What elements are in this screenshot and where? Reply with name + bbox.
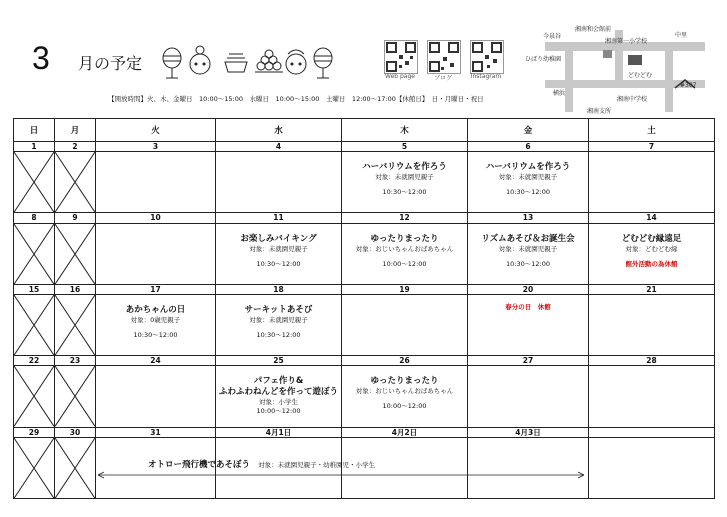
day-cell (342, 223, 468, 284)
day-cell (216, 223, 342, 284)
date-number: 17 (96, 284, 216, 294)
day-cell (55, 152, 96, 213)
event-target: 対象：未就園児親子 (498, 173, 558, 182)
closed-day-cross-icon (14, 224, 54, 284)
map-label: 湘南和会館前 (575, 26, 612, 33)
event (468, 303, 588, 312)
date-number: 20 (468, 284, 589, 294)
event-title: どむどむ縁遠足 (621, 233, 682, 244)
event (216, 376, 341, 416)
span-event-title: オトロー飛行機であそぼう (148, 460, 251, 470)
event (216, 234, 341, 269)
map-label: ひばり幼稚園 (525, 56, 562, 63)
date-number: 9 (55, 213, 96, 223)
closure-note: 館外活動の為休館 (625, 259, 678, 268)
event (468, 234, 588, 269)
date-number: 30 (55, 427, 96, 437)
weekday-header: 金 (468, 119, 589, 142)
day-cell (55, 366, 96, 427)
month-title: 月の予定 (78, 54, 143, 73)
closed-day-cross-icon (14, 438, 54, 498)
date-number: 24 (96, 356, 216, 366)
calendar-table (13, 118, 715, 499)
event (342, 234, 467, 269)
date-number: 22 (14, 356, 55, 366)
event (342, 376, 467, 411)
event-time: 10:00～12:00 (382, 402, 427, 411)
map-label: 中里 (675, 32, 688, 39)
event-title: リズムあそび＆お誕生会 (481, 233, 575, 244)
closed-day-cross-icon (55, 366, 95, 426)
span-event (148, 458, 568, 470)
qr-label-instagram: Instagram (470, 73, 502, 80)
closed-day-cross-icon (55, 224, 95, 284)
date-number (589, 427, 715, 437)
day-cell (14, 366, 55, 427)
span-arrow-icon (96, 471, 586, 479)
day-cell (216, 366, 342, 427)
day-cell (342, 152, 468, 213)
event-time: 10:30～12:00 (382, 188, 427, 197)
date-number: 28 (589, 356, 715, 366)
date-number: 6 (468, 142, 589, 152)
event-time: 10:30～12:00 (506, 259, 550, 268)
event-target: 対象：未就園児親子 (375, 173, 434, 182)
date-number: 2 (55, 142, 96, 152)
day-cell (14, 437, 55, 498)
date-number: 21 (589, 284, 715, 294)
day-cell (55, 223, 96, 284)
date-number: 4 (216, 142, 342, 152)
event-title: パフェ作り& (253, 376, 304, 387)
date-number: 10 (96, 213, 216, 223)
date-number: 18 (216, 284, 342, 294)
event-target: 対象：どむどむ縁 (625, 244, 678, 253)
date-number: 31 (96, 427, 216, 437)
map-label: 湘南第一小学校 (605, 38, 648, 45)
day-cell (589, 437, 715, 498)
span-event-target: 対象：未就園児親子・幼稚園児・小学生 (258, 461, 376, 469)
map-label: 湘南中学校 (617, 96, 648, 103)
event-target: 対象：おじいちゃんおばあちゃん (355, 387, 454, 396)
day-cell (589, 366, 715, 427)
event-target: 対象：未就園児親子 (249, 244, 308, 253)
weekday-header: 月 (55, 119, 96, 142)
event-title: お楽しみバイキング (240, 233, 317, 244)
day-cell (14, 152, 55, 213)
date-number: 15 (14, 284, 55, 294)
day-cell (468, 152, 589, 213)
closure-note: 春分の日 休館 (505, 302, 551, 311)
event-title: ゆったりまったり (370, 233, 439, 244)
event-target: 対象：小学生 (259, 398, 298, 407)
event-title: あかちゃんの日 (125, 304, 186, 315)
day-cell (589, 223, 715, 284)
map-label: どむどむ (628, 72, 653, 79)
day-cell (216, 294, 342, 355)
opening-hours-note: 【開放時間】火、木、金曜日 10:00～15:00 水曜日 10:00～15:00 土曜日 12:00～17:00【休館日】 日・月曜日・祝日 (108, 95, 484, 103)
event-target: 対象：未就園児親子 (498, 244, 558, 253)
map-label: 湘南支所 (587, 108, 612, 115)
closed-day-cross-icon (55, 152, 95, 212)
event (216, 305, 341, 340)
date-number: 8 (14, 213, 55, 223)
event-target: 対象：おじいちゃんおばあちゃん (355, 244, 454, 253)
day-cell (216, 152, 342, 213)
event-target: 対象：0歳児親子 (130, 315, 181, 324)
date-number: 25 (216, 356, 342, 366)
day-cell (14, 223, 55, 284)
day-cell (468, 223, 589, 284)
qr-label-webpage: Web page (385, 73, 415, 80)
date-number: 4月1日 (216, 427, 342, 437)
date-number: 26 (342, 356, 468, 366)
day-cell (96, 294, 216, 355)
date-number: 29 (14, 427, 55, 437)
weekday-header: 木 (342, 119, 468, 142)
weekday-header: 日 (14, 119, 55, 142)
day-cell (96, 366, 216, 427)
day-cell (55, 294, 96, 355)
weekday-header: 火 (96, 119, 216, 142)
day-cell (14, 294, 55, 355)
weekday-header: 水 (216, 119, 342, 142)
day-cell (589, 294, 715, 355)
date-number: 5 (342, 142, 468, 152)
date-number: 12 (342, 213, 468, 223)
closed-day-cross-icon (55, 438, 95, 498)
month-number: 3 (32, 40, 50, 76)
date-number: 14 (589, 213, 715, 223)
event-title: サーキットあそび (244, 304, 313, 315)
day-cell (96, 223, 216, 284)
day-cell (342, 366, 468, 427)
date-number: 16 (55, 284, 96, 294)
event-time: 10:30～12:00 (133, 330, 178, 339)
day-cell (342, 294, 468, 355)
qr-code-blog-icon[interactable] (427, 40, 461, 74)
event-title: ゆったりまったり (370, 376, 439, 387)
map-label: 横浜 (553, 90, 566, 97)
day-cell (468, 294, 589, 355)
event-target: 対象：未就園児親子 (249, 315, 308, 324)
date-number: 23 (55, 356, 96, 366)
qr-code-instagram-icon[interactable] (470, 40, 504, 74)
day-cell (589, 152, 715, 213)
event (468, 162, 588, 197)
event (589, 234, 714, 269)
date-number: 11 (216, 213, 342, 223)
map-label: 今泉谷 (543, 33, 562, 40)
date-number: 13 (468, 213, 589, 223)
date-number: 19 (342, 284, 468, 294)
event-time: 10:30～12:00 (256, 330, 301, 339)
date-number: 1 (14, 142, 55, 152)
weekday-header: 土 (589, 119, 715, 142)
closed-day-cross-icon (14, 295, 54, 355)
qr-label-blog: ブログ (433, 75, 452, 82)
qr-code-webpage-icon[interactable] (384, 40, 418, 74)
event-title: ハーバリウムを作ろう (362, 162, 447, 173)
event-time: 10:00～12:00 (256, 407, 301, 416)
event-title: ふわふわねんどを作って遊ぼう (218, 387, 338, 398)
date-number: 4月3日 (468, 427, 589, 437)
closed-day-cross-icon (14, 152, 54, 212)
map-label: #307 (680, 82, 697, 89)
event (342, 162, 467, 197)
day-cell (96, 152, 216, 213)
date-number: 3 (96, 142, 216, 152)
day-cell (468, 366, 589, 427)
event-time: 10:30～12:00 (256, 259, 301, 268)
event-time: 10:30～12:00 (506, 188, 550, 197)
date-number: 4月2日 (342, 427, 468, 437)
closed-day-cross-icon (14, 366, 54, 426)
date-number: 7 (589, 142, 715, 152)
date-number: 27 (468, 356, 589, 366)
closed-day-cross-icon (55, 295, 95, 355)
hina-decoration-icon (160, 42, 335, 82)
event (96, 305, 215, 340)
day-cell (55, 437, 96, 498)
event-time: 10:00～12:00 (382, 259, 427, 268)
event-title: ハーバリウムを作ろう (485, 162, 571, 173)
access-map (525, 20, 710, 115)
